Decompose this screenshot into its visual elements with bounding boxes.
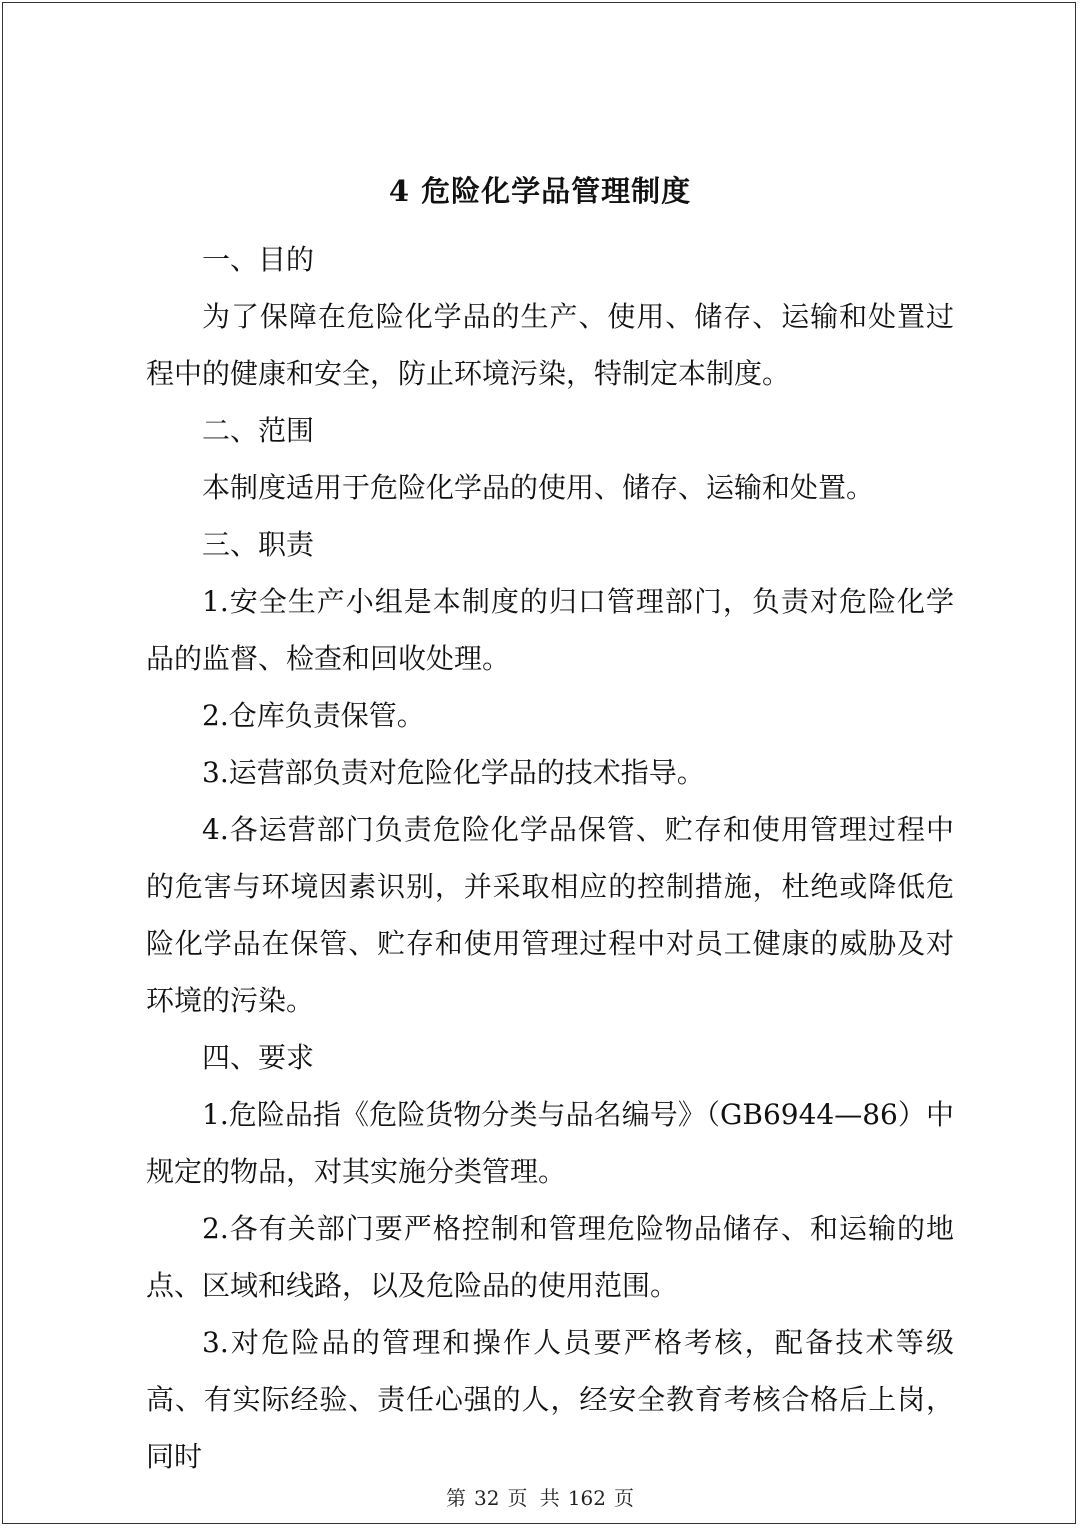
section-heading-requirements: 四、要求 [202, 1041, 315, 1074]
paragraph-responsibility-1: 1.安全生产小组是本制度的归口管理部门，负责对危险化学品的监督、检查和回收处理。 [146, 585, 954, 675]
paragraph-responsibility-4: 4.各运营部门负责危险化学品保管、贮存和使用管理过程中的危害与环境因素识别，并采取相应的控制措施，杜绝或降低危险化学品在保管、贮存和使用管理过程中对员工健康的威胁及对环境的污染。 [146, 813, 954, 1017]
footer-mid: 页 共 [507, 1486, 560, 1510]
page-footer [0, 1484, 1080, 1512]
paragraph-scope: 本制度适用于危险化学品的使用、储存、运输和处置。 [202, 471, 875, 504]
paragraph-responsibility-3: 3.运营部负责对危险化学品的技术指导。 [202, 756, 705, 789]
footer-total-pages: 162 [567, 1486, 606, 1510]
section-heading-responsibilities: 三、职责 [202, 528, 315, 561]
paragraph-requirement-1: 1.危险品指《危险货物分类与品名编号》（GB6944—86）中规定的物品，对其实施分类管理。 [146, 1098, 954, 1188]
footer-prefix: 第 [446, 1486, 466, 1510]
section-heading-purpose: 一、目的 [202, 243, 315, 276]
footer-suffix: 页 [614, 1486, 634, 1510]
document-body [146, 231, 954, 1485]
paragraph-requirement-2: 2.各有关部门要严格控制和管理危险物品储存、和运输的地点、区域和线路，以及危险品的使用范围。 [146, 1212, 954, 1302]
document-title: 4 危险化学品管理制度 [388, 174, 692, 208]
paragraph-requirement-3: 3.对危险品的管理和操作人员要严格考核，配备技术等级高、有实际经验、责任心强的人，经安全教育考核合格后上岗，同时 [146, 1326, 954, 1473]
footer-current-page: 32 [474, 1486, 500, 1510]
section-heading-scope: 二、范围 [202, 414, 315, 447]
paragraph-responsibility-2: 2.仓库负责保管。 [202, 699, 425, 732]
paragraph-purpose: 为了保障在危险化学品的生产、使用、储存、运输和处置过程中的健康和安全，防止环境污染，特制定本制度。 [146, 300, 954, 390]
